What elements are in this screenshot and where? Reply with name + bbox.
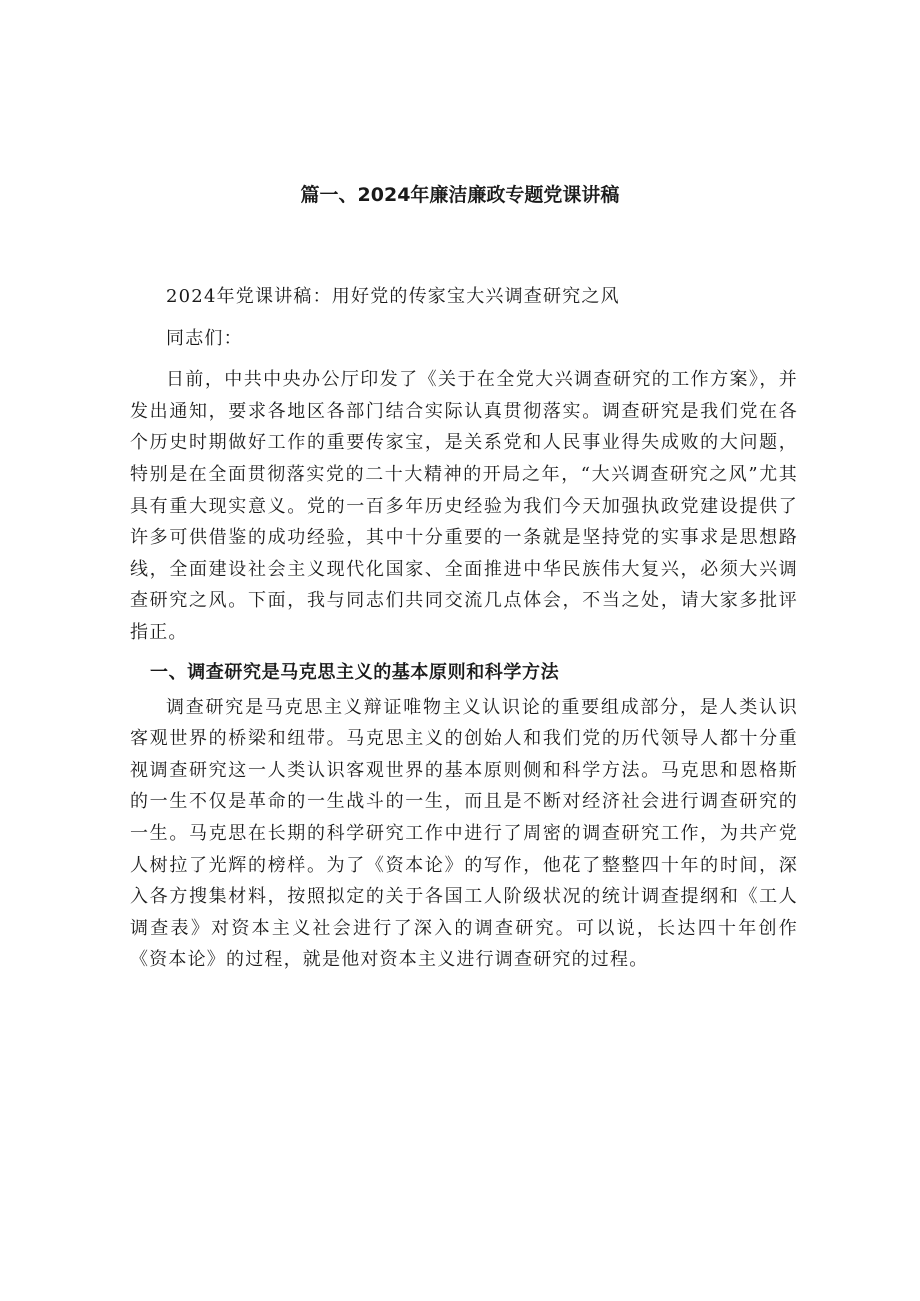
speech-subtitle: 2024年党课讲稿：用好党的传家宝大兴调查研究之风 [166, 286, 620, 307]
intro-paragraph: 日前，中共中央办公厅印发了《关于在全党大兴调查研究的工作方案》，并发出通知，要求各地区各部门结合实际认真贯彻落实。调查研究是我们党在各个历史时期做好工作的重要传家宝，是关系党和人民事业得失成败的大问题，特别是在全面贯彻落实党的二十大精神的开局之年，“大兴调查研究之风”尤其具有重大现实意义。党的一百多年历史经验为我们今天加强执政党建设提供了许多可供借鉴的成功经验，其中十分重要的一条就是坚持党的实事求是思想路线，全面建设社会主义现代化国家、全面推进中华民族伟大复兴，必须大兴调查研究之风。下面，我与同志们共同交流几点体会，不当之处，请大家多批评指正。 [130, 369, 798, 643]
document-body [130, 281, 798, 976]
greeting: 同志们： [166, 327, 243, 349]
document-title: 篇一、2024年廉洁廉政专题党课讲稿 [300, 184, 620, 206]
section-heading-1: 一、调查研究是马克思主义的基本原则和科学方法 [150, 661, 560, 683]
section-paragraph-1: 调查研究是马克思主义辩证唯物主义认识论的重要组成部分，是人类认识客观世界的桥梁和纽带。马克思主义的创始人和我们党的历代领导人都十分重视调查研究这一人类认识客观世界的基本原则侧和科学方法。马克思和恩格斯的一生不仅是革命的一生战斗的一生，而且是不断对经济社会进行调查研究的一生。马克思在长期的科学研究工作中进行了周密的调查研究工作，为共产党人树拉了光辉的榜样。为了《资本论》的写作，他花了整整四十年的时间，深入各方搜集材料，按照拟定的关于各国工人阶级状况的统计调查提纲和《工人调查表》对资本主义社会进行了深入的调查研究。可以说，长达四十年创作《资本论》的过程，就是他对资本主义进行调查研究的过程。 [130, 696, 798, 971]
